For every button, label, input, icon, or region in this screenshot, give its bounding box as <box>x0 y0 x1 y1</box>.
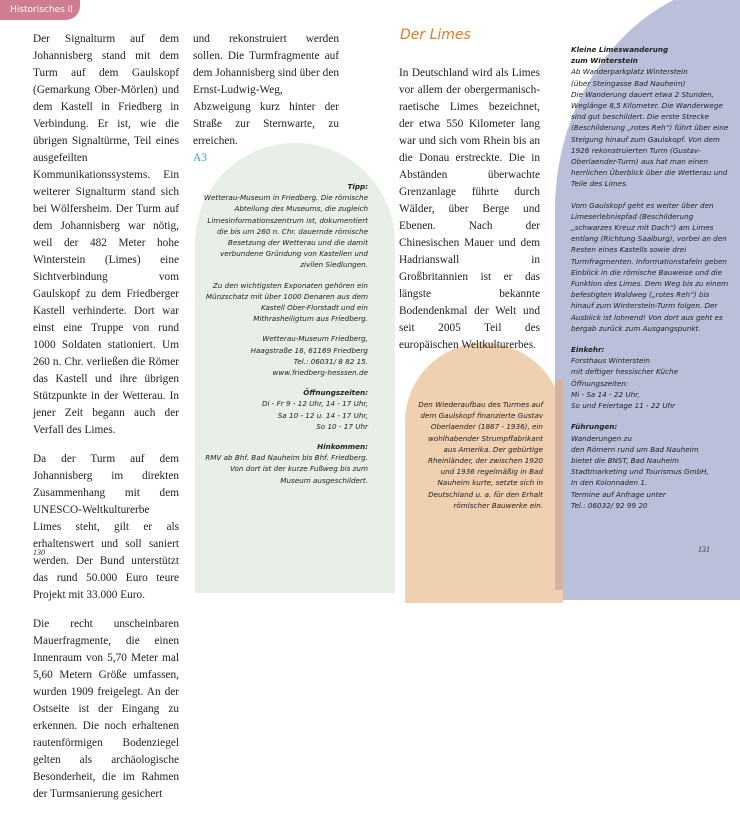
hours-text: Di - Fr 9 - 12 Uhr, 14 - 17 Uhr, Sa 10 - 12 u. 14 - 17 Uhr, So 10 - 17 Uhr <box>261 399 368 431</box>
hike-title: Kleine Limeswanderung zum Winterstein <box>571 45 669 66</box>
hike-text: Vom Gaulskopf geht es weiter über den Limeserlebnispfad (Beschilderung „schwarzes Kreuz mit Dach“) am Limes entlang (Richtung Saalburg), vorbei an den Resten eines Kastells sowie drei Turmfragmenten. Informationstafeln geben Einblick in die römische Bauweise und die Funktion des Limes. Dem Weg bis zu einem befestigten Waldweg („rotes Reh“) bis hinauf zum Winterstein-Turm folgen. Der Ausblick ist lohnend! Von dort aus geht es bergab zurück zum Ausgangspunkt. <box>571 200 729 333</box>
paragraph: und rekonstruiert werden sollen. Die Turmfragmente auf dem Johannisberg sind über den Ernst-Ludwig-Weg, Abzweigung kurz hinter der Straße zur Sternwarte, zu erreichen. <box>193 33 339 147</box>
tours-text: Wanderungen zu den Römern rund um Bad Nauheim bietet die BNST, Bad Nauheim Stadtmarketing und Tourismus GmbH, In den Kolonnaden 1. Termine auf Anfrage unter Tel.: 06032/ 92 99 20 <box>571 433 709 510</box>
hours-title: Öffnungszeiten: <box>303 388 368 398</box>
tip-box <box>200 181 368 495</box>
page-number-right: 131 <box>698 545 710 554</box>
arrival-text: RMV ab Bhf. Bad Nauheim bis Bhf. Friedberg. Von dort ist der kurze Fußweg bis zum Museum ausgeschildert. <box>205 453 368 485</box>
tip-text: Zu den wichtigsten Exponaten gehören ein Münzschatz mit über 1000 Denaren aus dem Kastell Ober-Florstadt und ein Mithrasheiligtum aus Friedberg. <box>205 280 368 324</box>
arrival-title: Hinkommen: <box>317 442 368 452</box>
tip-title: Tipp: <box>347 182 368 191</box>
right-column <box>399 65 540 366</box>
inn-title: Einkehr: <box>571 345 605 355</box>
museum-address: Wetterau-Museum Friedberg, Haagstraße 16, 61169 Friedberg Tel.: 06031/ 8 82 15. www.friedberg-hesssen.de <box>250 334 368 378</box>
paragraph: Die recht unscheinbaren Mauerfragmente, die einen Innenraum von 5,70 Meter mal 5,60 Metern Größe umfassen, wurden 1909 freigelegt. An der Ostseite ist der Eingang zu erkennen. Die noch erhaltenen rautenförmigen Bodenziegel gelten als archäologische Besonderheit, die im Rahmen der Turmsanierung gesichert <box>33 618 179 800</box>
inn-text: Forsthaus Winterstein mit deftiger hessischer Küche Öffnungszeiten: Mi - Sa 14 - 22 Uhr, So und Feiertage 11 - 22 Uhr <box>571 356 679 411</box>
page-number-left: 130 <box>33 548 45 557</box>
hike-box <box>571 44 734 521</box>
tours-title: Führungen: <box>571 422 618 432</box>
left-column-1 <box>33 31 179 815</box>
oberlaender-box <box>415 399 543 520</box>
paragraph: Da der Turm auf dem Johannisberg im direkten Zusammenhang mit dem UNESCO-Weltkulturerbe Limes steht, gilt er als erhaltenswert und soll saniert werden. Der Bund unterstützt das rund 50.000 Euro teure Projekt mit 33.000 Euro. <box>33 453 179 601</box>
paragraph: In Deutschland wird als Limes vor allem der obergermanisch-raetische Limes bezeichnet, der etwa 550 Kilometer lang war und sich vom Rhein bis an die Donau erstreckte. Die in Abständen überwachte Grenzanlage führte durch Wälder, über Berge und Ebenen. Nach der Chinesischen Mauer und dem Hadrianswall in Großbritannien ist er das längste bekannte Bodendenkmal der Welt und seit 2005 Teil des europäischen Weltkulturerbes. <box>399 67 540 351</box>
left-column-2 <box>193 31 339 167</box>
info-text: Den Wiederaufbau des Turmes auf dem Gaulskopf finanzierte Gustav Oberlaender (1867 - 1936), ein wohlhabender Strumpffabrikant aus Amerika. Der gebürtige Rheinländer, der zwischen 1920 und 1936 regelmäßig in Bad Nauheim kurte, setzte sich in Deutschland u. a. für den Erhalt römischer Bauwerke ein. <box>418 400 543 510</box>
hike-text: Ab Wanderparkplatz Winterstein (über Steingasse Bad Nauheim) Die Wanderung dauert etwa 2 Stunden, Weglänge 8,5 Kilometer. Die Wanderwege sind gut beschildert. Die erste Strecke (Beschilderung „rotes Reh“) führt über eine Steigung hinauf zum Gaulskopf. Von dem 1926 rekonstruierten Turm (Gustav-Oberlaender-Turm) aus hat man einen herrlichen Überblick über die Wetterau und Teile des Limes. <box>571 67 729 189</box>
tip-text: Wetterau-Museum in Friedberg. Die römische Abteilung des Museums, die zugleich Limesinformationszentrum ist, dokumentiert die bis um 260 n. Chr. dauernde römische Besetzung der Wetterau und die damit verbundene Gründung von Kastellen und zivilen Siedlungen. <box>203 193 368 270</box>
paragraph: Der Signalturm auf dem Johannisberg stand mit dem Turm auf dem Gaulskopf (Gemarkung Ober-Mörlen) und dem Kastell in Friedberg in Verbindung. Er ist, wie die übrigen Signaltürme, Teil eines ausgefeilten Kommunikationssystems. Ein weiterer Signalturm stand sich bei Wölfersheim. Der Turm auf dem Johannisberg war nötig, weil der 482 Meter hohe Winterstein (Limes) eine Sichtverbindung vom Gaulskopf zu dem Friedberger Kastell verhinderte. Dort war einst eine Truppe von rund 1000 Soldaten stationiert. Um 260 n. Chr. verließen die Römer das Kastell und ihre übrigen Stützpunkte in der Wetterau. In jener Zeit begann auch der Verfall des Limes. <box>33 33 179 436</box>
info-shadow-shape <box>555 380 563 590</box>
map-reference: A3 <box>193 152 207 164</box>
section-tab: Historisches II <box>0 0 80 20</box>
section-heading: Der Limes <box>400 27 471 43</box>
